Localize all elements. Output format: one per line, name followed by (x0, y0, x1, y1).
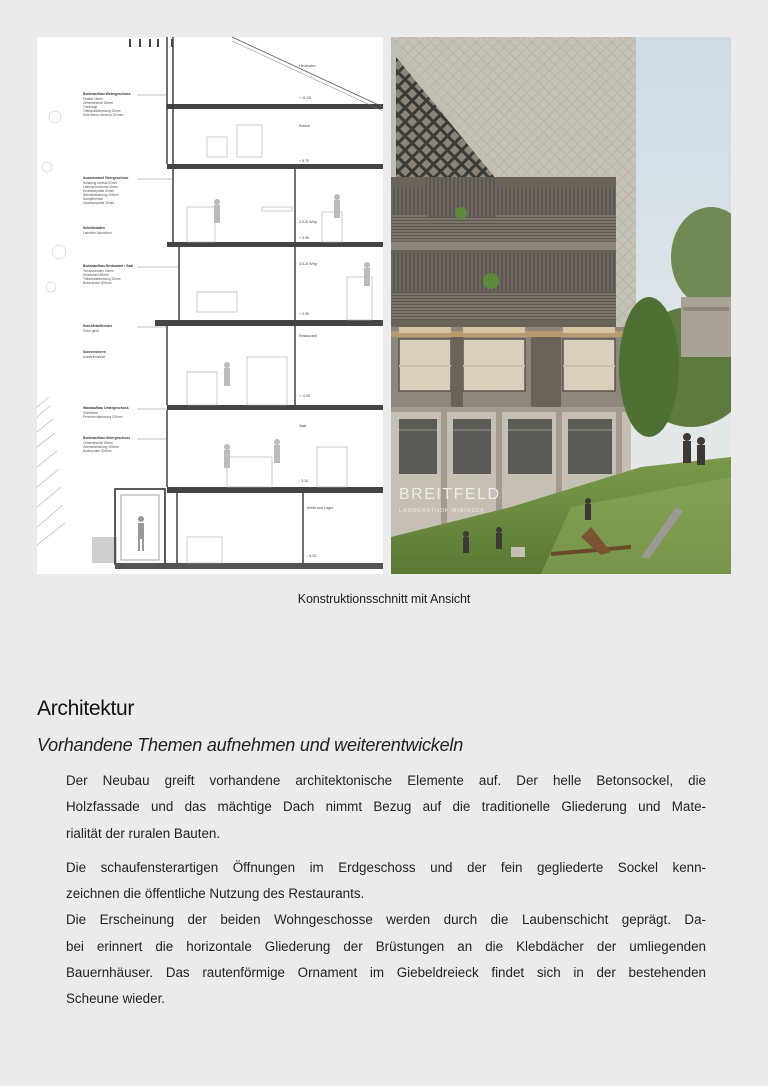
svg-text:Bodenplatte 300mm: Bodenplatte 300mm (83, 449, 112, 453)
svg-text:Keller und Lager: Keller und Lager (307, 506, 334, 510)
paragraph-2 (66, 855, 706, 1013)
paragraph-line: Der Neubau greift vorhandene architektonische Elemente auf. Der helle Betonsockel, die (66, 773, 706, 788)
svg-text:+ 5.90: + 5.90 (299, 236, 310, 240)
svg-text:Heuboden: Heuboden (299, 64, 316, 68)
svg-text:Zementestrich 80mm: Zementestrich 80mm (83, 101, 113, 105)
rendering-svg (391, 37, 731, 574)
paragraph-line: rialität der ruralen Bauten. (66, 825, 221, 841)
sign-subtitle: LANDGASTHOF·MINIGOLF (399, 508, 485, 514)
svg-text:Bodenaufbau Untergeschoss: Bodenaufbau Untergeschoss (83, 436, 131, 440)
paragraph-line: Die Erscheinung der beiden Wohngeschosse werden durch die Laubenschicht geprägt. Da- (66, 912, 706, 928)
svg-text:+ 11.00: + 11.00 (299, 96, 311, 100)
paragraph-line: zeichnen die öffentliche Nutzung des Restaurants. (66, 886, 365, 902)
paragraph-line: Bauernhäuser. Das rautenförmige Ornament im Giebeldreieck findet sich in der bestehenden (66, 965, 706, 981)
svg-text:Trittschalldämmung 20mm: Trittschalldämmung 20mm (83, 277, 121, 281)
figure-caption: Konstruktionsschnitt mit Ansicht (297, 592, 471, 606)
svg-text:Sonnenstoren: Sonnenstoren (83, 350, 106, 354)
paragraph-1 (66, 768, 706, 847)
svg-text:Saal: Saal (299, 424, 307, 428)
svg-text:Wärmedämmung 200mm: Wärmedämmung 200mm (83, 193, 119, 197)
svg-text:3.5-Zi Whg.: 3.5-Zi Whg. (299, 220, 318, 224)
building-rendering (391, 37, 731, 574)
svg-text:Betondecke 300mm: Betondecke 300mm (83, 281, 112, 285)
svg-text:Restaurant: Restaurant (299, 334, 317, 338)
svg-text:Estrich: Estrich (299, 124, 310, 128)
svg-text:+ 2.90: + 2.90 (299, 312, 310, 316)
svg-text:+ 8.70: + 8.70 (299, 159, 310, 163)
section-drawing-svg (37, 37, 383, 574)
figure (37, 37, 731, 574)
paragraph-line: Die schaufensterartigen Öffnungen im Erdgeschoss und der fein gegliederte Sockel kenn- (66, 859, 706, 875)
svg-text:- 3.10: - 3.10 (299, 479, 309, 483)
svg-text:Parkett 15mm: Parkett 15mm (83, 97, 103, 101)
svg-text:Terrazzoboden 20mm: Terrazzoboden 20mm (83, 269, 114, 273)
svg-text:Lattung horizontal 40mm: Lattung horizontal 40mm (83, 185, 119, 189)
svg-text:Dampfbremse: Dampfbremse (83, 197, 104, 201)
svg-text:Zementestrich 80mm: Zementestrich 80mm (83, 441, 113, 445)
svg-text:Bodenaufbau Wohngeschoss: Bodenaufbau Wohngeschoss (83, 92, 131, 96)
svg-text:Eiche geölt: Eiche geölt (83, 329, 99, 333)
svg-text:Schiebeladen: Schiebeladen (83, 226, 105, 230)
section-heading: Architektur (37, 697, 135, 720)
svg-text:- 6.20: - 6.20 (307, 554, 317, 558)
svg-text:Schalung vertikal 22mm: Schalung vertikal 22mm (83, 181, 118, 185)
sign-name: BREITFELD (399, 486, 501, 503)
svg-text:+- 0.00: +- 0.00 (299, 394, 311, 398)
section-subheading: Vorhandene Themen aufnehmen und weiterentwickeln (37, 735, 464, 755)
svg-text:Perimeterdämmung 120mm: Perimeterdämmung 120mm (83, 415, 123, 419)
svg-text:Holz-Beton-Verbund 200mm: Holz-Beton-Verbund 200mm (83, 113, 124, 117)
svg-text:Holzfaserplatte 60mm: Holzfaserplatte 60mm (83, 189, 115, 193)
svg-text:Ausstellmarkise: Ausstellmarkise (83, 355, 106, 359)
paragraph-line: Scheune wieder. (66, 991, 166, 1007)
svg-text:Wandaufbau Untergeschoss: Wandaufbau Untergeschoss (83, 406, 129, 410)
svg-text:Wärmedämmung 100mm: Wärmedämmung 100mm (83, 445, 119, 449)
svg-text:Lamellen Aluminium: Lamellen Aluminium (83, 231, 112, 235)
construction-section-drawing (37, 37, 383, 574)
svg-text:Trennlage: Trennlage (83, 105, 98, 109)
svg-text:Gipsfaserplatte 15mm: Gipsfaserplatte 15mm (83, 201, 115, 205)
svg-text:Aussenwand Obergeschoss: Aussenwand Obergeschoss (83, 176, 129, 180)
svg-text:Bodenaufbau Restaurant / Saal: Bodenaufbau Restaurant / Saal (83, 264, 134, 268)
svg-text:3.5-Zi Whg.: 3.5-Zi Whg. (299, 262, 318, 266)
paragraph-line: bei erinnert die horizontale Gliederung der Brüstungen an die Klebdächer der umliegenden (66, 938, 706, 954)
svg-text:Sichtbeton: Sichtbeton (83, 411, 99, 415)
paragraph-line: Holzfassade und das mächtige Dach nimmt Bezug auf die traditionelle Gliederung und Mate- (66, 799, 706, 815)
svg-text:Heizestrich 80mm: Heizestrich 80mm (83, 273, 109, 277)
svg-text:Trittschalldämmung 20mm: Trittschalldämmung 20mm (83, 109, 121, 113)
svg-text:Holz-Metallfenster: Holz-Metallfenster (83, 324, 113, 328)
body-text (66, 768, 706, 1013)
